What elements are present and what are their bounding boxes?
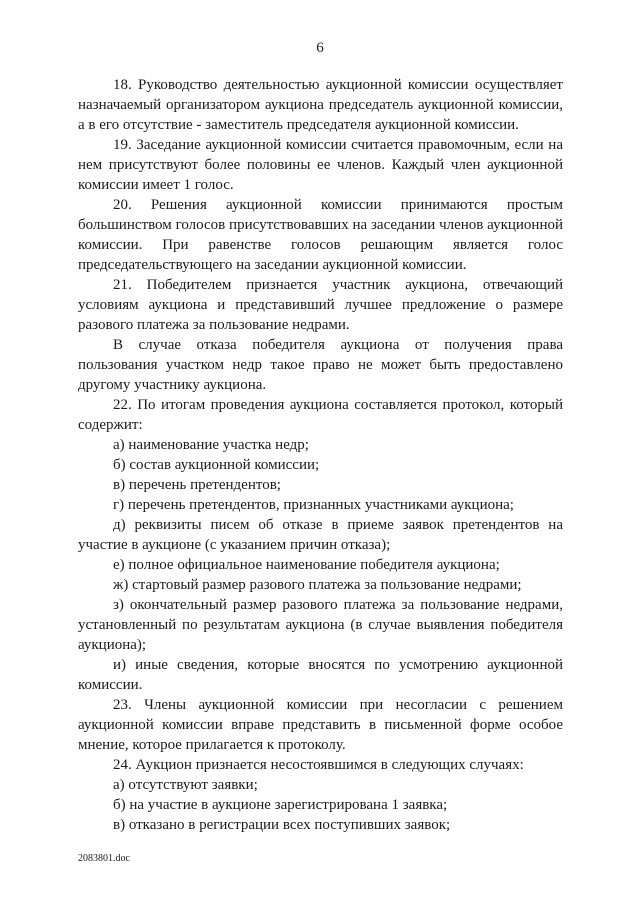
list-item-z: з) окончательный размер разового платежа за пользование недрами, установленный по результатам аукциона (в случае выявления победителя аукциона); — [78, 597, 563, 653]
paragraph-21-cont: В случае отказа победителя аукциона от получения права пользования участком недр такое право не может быть предоставлено другому участнику аукциона. — [78, 337, 563, 393]
footer-filename: 2083801.doc — [78, 853, 130, 864]
paragraph-22: 22. По итогам проведения аукциона составляется протокол, который содержит: — [78, 397, 563, 433]
list-item-b: б) состав аукционной комиссии; — [113, 457, 320, 473]
paragraph-21: 21. Победителем признается участник аукциона, отвечающий условиям аукциона и представивший лучшее предложение о размере разового платежа за пользование недрами. — [78, 277, 563, 333]
list-item-zh: ж) стартовый размер разового платежа за пользование недрами; — [113, 577, 522, 593]
page-number: 6 — [316, 40, 324, 56]
paragraph-24: 24. Аукцион признается несостоявшимся в следующих случаях: — [113, 757, 524, 773]
list-item-d: д) реквизиты писем об отказе в приеме заявок претендентов на участие в аукционе (с указанием причин отказа); — [78, 517, 563, 553]
list-item-g: г) перечень претендентов, признанных участниками аукциона; — [113, 497, 514, 513]
list-item-a: а) наименование участка недр; — [113, 437, 309, 453]
list-item-24-v: в) отказано в регистрации всех поступивших заявок; — [113, 817, 451, 833]
paragraph-19: 19. Заседание аукционной комиссии считается правомочным, если на нем присутствуют более половины ее членов. Каждый член аукционной комиссии имеет 1 голос. — [78, 137, 563, 193]
list-item-v: в) перечень претендентов; — [113, 477, 281, 493]
paragraph-18: 18. Руководство деятельностью аукционной комиссии осуществляет назначаемый организатором аукциона председатель аукционной комиссии, а в его отсутствие - заместитель председателя аукционной комиссии. — [78, 77, 563, 133]
list-item-24-b: б) на участие в аукционе зарегистрирована 1 заявка; — [113, 797, 448, 813]
paragraph-20: 20. Решения аукционной комиссии принимаются простым большинством голосов присутствовавших на заседании членов аукционной комиссии. При равенстве голосов решающим является голос председательствующего на заседании аукционной комиссии. — [78, 197, 563, 273]
list-item-e: е) полное официальное наименование победителя аукциона; — [113, 557, 500, 573]
list-item-i: и) иные сведения, которые вносятся по усмотрению аукционной комиссии. — [78, 657, 563, 693]
paragraph-23: 23. Члены аукционной комиссии при несогласии с решением аукционной комиссии вправе представить в письменной форме особое мнение, которое прилагается к протоколу. — [78, 697, 563, 753]
list-item-24-a: а) отсутствуют заявки; — [113, 777, 258, 793]
document-body — [78, 75, 563, 835]
